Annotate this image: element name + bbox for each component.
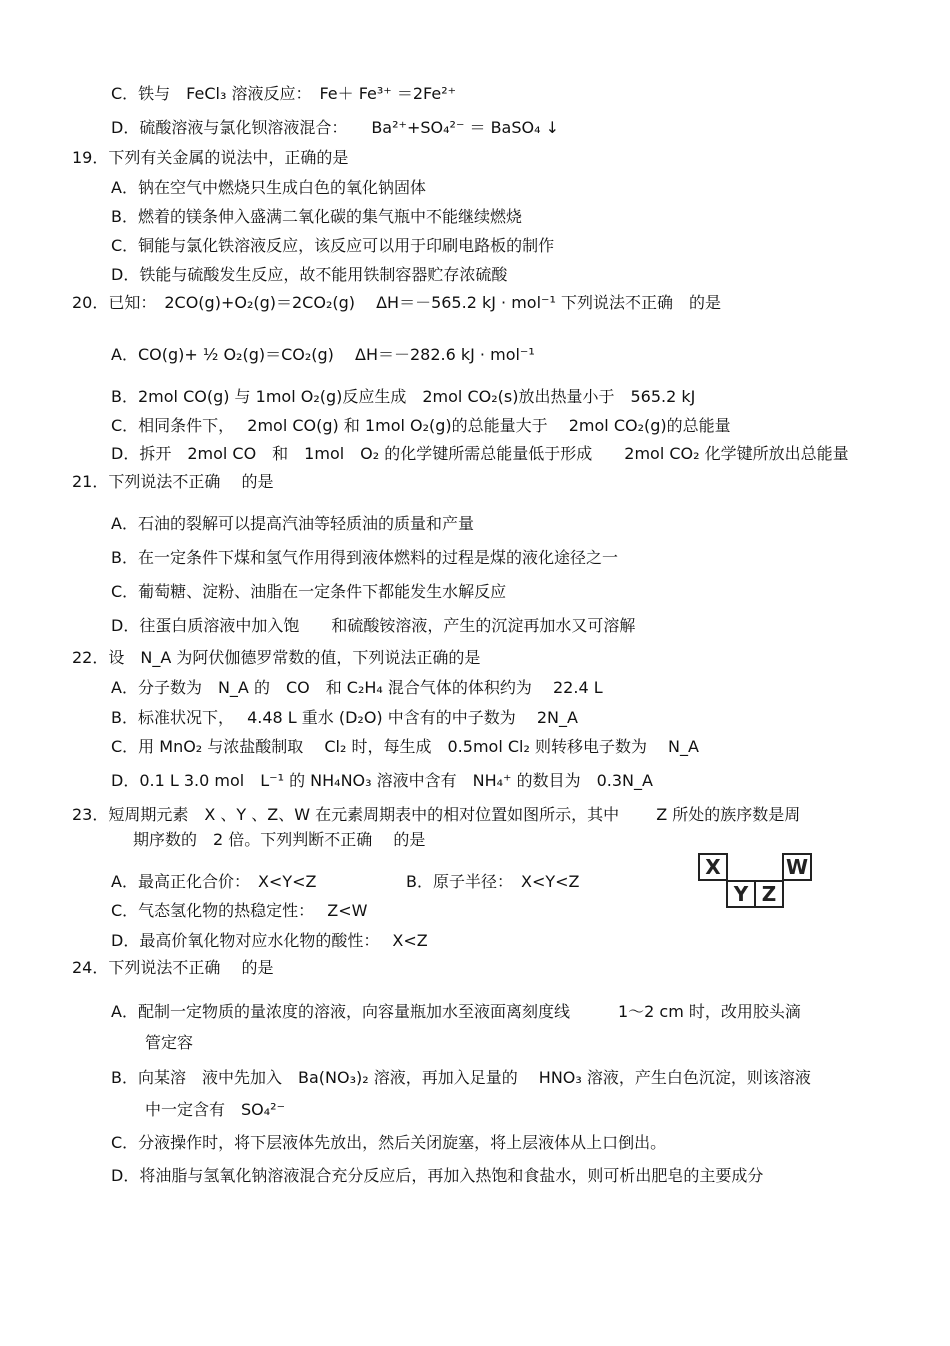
q22-option-a: A．分子数为 N_A 的 CO 和 C₂H₄ 混合气体的体积约为 22.4 L <box>111 678 603 697</box>
q18-option-c: C．铁与 FeCl₃ 溶液反应： Fe＋ Fe³⁺ ＝2Fe²⁺ <box>111 84 457 103</box>
q22-option-c: C．用 MnO₂ 与浓盐酸制取 Cl₂ 时，每生成 0.5mol Cl₂ 则转移电子数为 N_A <box>111 737 699 756</box>
q21-stem: 21．下列说法不正确 的是 <box>72 472 274 491</box>
q19-option-a: A．钠在空气中燃烧只生成白色的氧化钠固体 <box>111 178 426 197</box>
q20-stem: 20．已知： 2CO(g)+O₂(g)＝2CO₂(g) ΔH＝－565.2 kJ · mol⁻¹ 下列说法不正确 的是 <box>72 293 721 312</box>
q19-option-d: D．铁能与硫酸发生反应，故不能用铁制容器贮存浓硫酸 <box>111 265 508 284</box>
q22-option-d: D．0.1 L 3.0 mol L⁻¹ 的 NH₄NO₃ 溶液中含有 NH₄⁺ 的数目为 0.3N_A <box>111 771 653 790</box>
q18-option-d: D．硫酸溶液与氯化钡溶液混合： Ba²⁺+SO₄²⁻ ＝ BaSO₄ ↓ <box>111 118 560 137</box>
element-z-cell: Z <box>754 880 784 908</box>
element-y-cell: Y <box>726 880 756 908</box>
q20-option-a: A．CO(g)+ ½ O₂(g)＝CO₂(g) ΔH＝－282.6 kJ · mol⁻¹ <box>111 345 535 364</box>
q24-stem: 24．下列说法不正确 的是 <box>72 958 274 977</box>
q24-option-b-cont: 中一定含有 SO₄²⁻ <box>145 1100 286 1119</box>
q20-option-b: B．2mol CO(g) 与 1mol O₂(g)反应生成 2mol CO₂(s)放出热量小于 565.2 kJ <box>111 387 696 406</box>
q24-option-c: C．分液操作时，将下层液体先放出，然后关闭旋塞，将上层液体从上口倒出。 <box>111 1133 667 1152</box>
q20-option-c: C．相同条件下， 2mol CO(g) 和 1mol O₂(g)的总能量大于 2mol CO₂(g)的总能量 <box>111 416 731 435</box>
q22-stem: 22．设 N_A 为阿伏伽德罗常数的值，下列说法正确的是 <box>72 648 481 667</box>
q19-stem: 19．下列有关金属的说法中，正确的是 <box>72 148 349 167</box>
q21-option-b: B．在一定条件下煤和氢气作用得到液体燃料的过程是煤的液化途径之一 <box>111 548 618 567</box>
q24-option-d: D．将油脂与氢氧化钠溶液混合充分反应后，再加入热饱和食盐水，则可析出肥皂的主要成分 <box>111 1166 764 1185</box>
element-x-cell: X <box>698 853 728 881</box>
q23-stem: 23．短周期元素 X 、Y 、Z、W 在元素周期表中的相对位置如图所示，其中 Z 所处的族序数是周 <box>72 805 801 824</box>
q21-option-a: A．石油的裂解可以提高汽油等轻质油的质量和产量 <box>111 514 474 533</box>
q24-option-a-cont: 管定容 <box>145 1033 194 1052</box>
q22-option-b: B．标准状况下， 4.48 L 重水 (D₂O) 中含有的中子数为 2N_A <box>111 708 578 727</box>
q23-stem-cont: 期序数的 2 倍。下列判断不正确 的是 <box>133 830 426 849</box>
element-w-cell: W <box>782 853 812 881</box>
q24-option-a: A．配制一定物质的量浓度的溶液，向容量瓶加水至液面离刻度线 1～2 cm 时，改用胶头滴 <box>111 1002 801 1021</box>
q19-option-b: B．燃着的镁条伸入盛满二氧化碳的集气瓶中不能继续燃烧 <box>111 207 522 226</box>
q23-option-b: B．原子半径： X<Y<Z <box>406 872 580 891</box>
q23-option-a: A．最高正化合价： X<Y<Z <box>111 872 317 891</box>
q20-option-d: D．拆开 2mol CO 和 1mol O₂ 的化学键所需总能量低于形成 2mol CO₂ 化学键所放出总能量 <box>111 444 849 463</box>
q24-option-b: B．向某溶 液中先加入 Ba(NO₃)₂ 溶液，再加入足量的 HNO₃ 溶液，产生白色沉淀，则该溶液 <box>111 1068 811 1087</box>
q21-option-c: C．葡萄糖、淀粉、油脂在一定条件下都能发生水解反应 <box>111 582 507 601</box>
q21-option-d: D．往蛋白质溶液中加入饱 和硫酸铵溶液，产生的沉淀再加水又可溶解 <box>111 616 636 635</box>
q23-option-d: D．最高价氧化物对应水化物的酸性： X<Z <box>111 931 428 950</box>
q23-option-c: C．气态氢化物的热稳定性： Z<W <box>111 901 368 920</box>
q19-option-c: C．铜能与氯化铁溶液反应，该反应可以用于印刷电路板的制作 <box>111 236 555 255</box>
